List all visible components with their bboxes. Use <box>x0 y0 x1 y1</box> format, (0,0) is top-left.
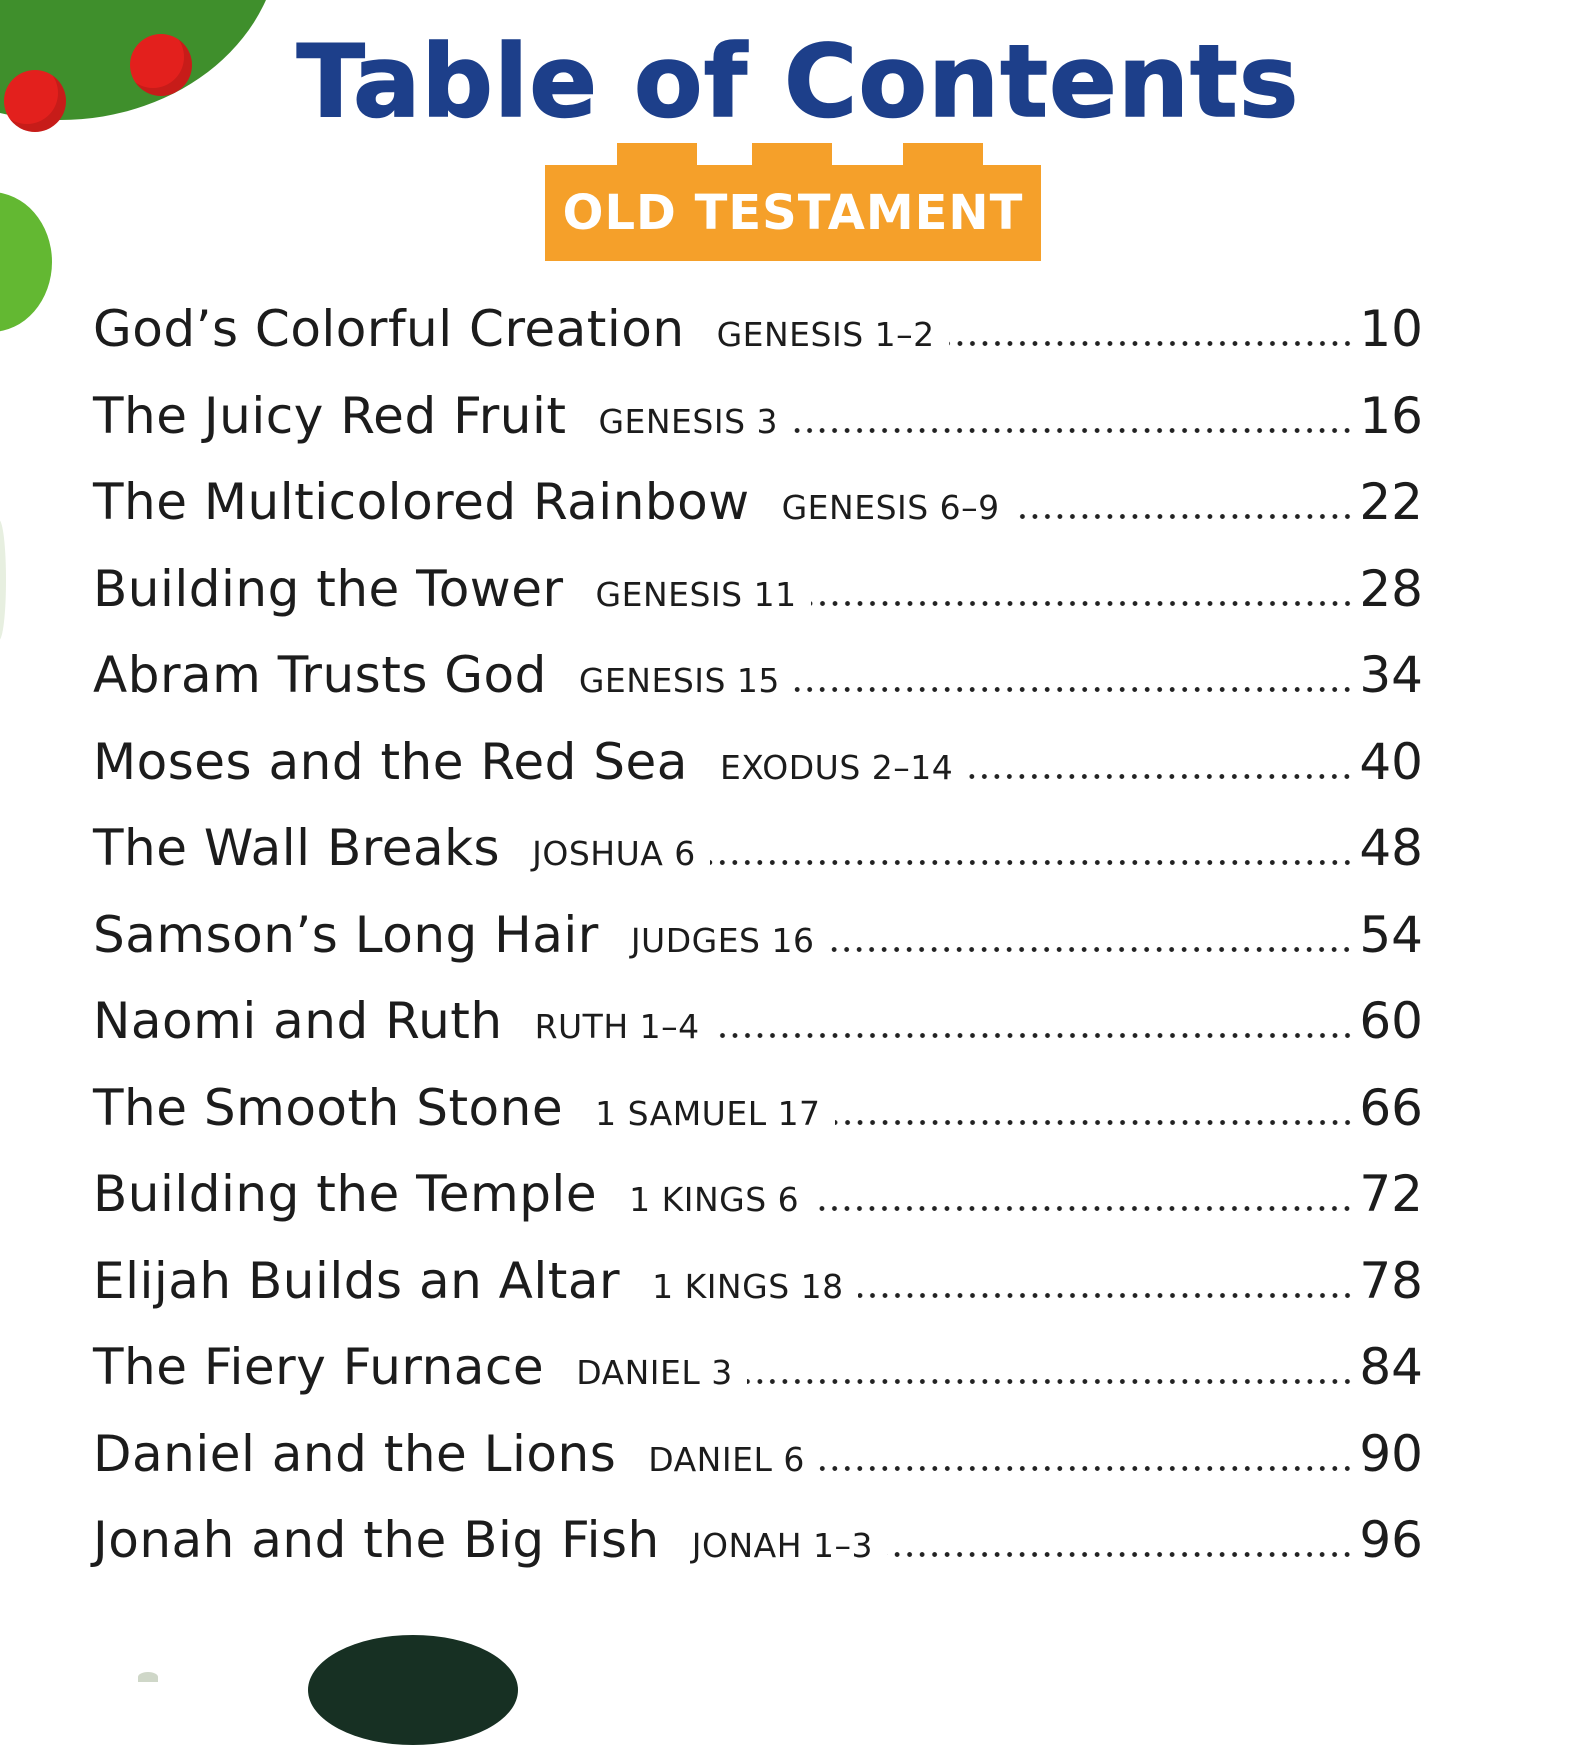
story-title: Jonah and the Big Fish <box>93 1511 660 1569</box>
story-title: Elijah Builds an Altar <box>93 1251 621 1310</box>
section-banner <box>545 143 1041 261</box>
story-title: The Fiery Furnace <box>93 1338 545 1396</box>
scripture-reference: 1 KINGS 6 <box>629 1180 800 1219</box>
toc-entry[interactable] <box>93 646 1423 733</box>
section-label: OLD TESTAMENT <box>562 185 1024 241</box>
green-bush-illustration <box>0 192 52 332</box>
page-number: 54 <box>1359 905 1423 964</box>
story-title: Building the Temple <box>93 1165 598 1223</box>
toc-entry[interactable] <box>93 1252 1423 1339</box>
toc-entry[interactable] <box>93 473 1423 560</box>
dot-leader <box>835 1120 1354 1125</box>
scripture-reference: JUDGES 16 <box>630 920 815 960</box>
page-number: 40 <box>1359 732 1423 791</box>
dot-leader <box>858 1293 1354 1298</box>
toc-entry[interactable] <box>93 1425 1423 1512</box>
toc-entry[interactable] <box>93 300 1423 387</box>
page-number: 28 <box>1359 559 1423 618</box>
story-title: Building the Tower <box>93 559 564 618</box>
sprout-illustration <box>138 1672 158 1682</box>
page-number: 34 <box>1359 646 1423 704</box>
dot-leader <box>828 947 1353 952</box>
scripture-reference: EXODUS 2–14 <box>719 747 954 787</box>
scripture-reference: GENESIS 6–9 <box>781 488 1000 527</box>
page-title: Table of Contents <box>296 23 1300 140</box>
scripture-reference: GENESIS 15 <box>578 661 780 700</box>
story-title: The Juicy Red Fruit <box>93 386 567 445</box>
page-number: 72 <box>1359 1165 1423 1223</box>
banner-body <box>545 165 1041 261</box>
scripture-reference: GENESIS 1–2 <box>716 315 935 354</box>
scripture-reference: GENESIS 11 <box>595 574 797 614</box>
dot-leader <box>792 428 1353 433</box>
scripture-reference: JONAH 1–3 <box>691 1526 874 1565</box>
story-title: Naomi and Ruth <box>93 992 503 1050</box>
dot-leader <box>813 1206 1353 1211</box>
page-number: 10 <box>1359 300 1423 358</box>
scripture-reference: DANIEL 3 <box>576 1353 733 1392</box>
dot-leader <box>747 1379 1354 1384</box>
toc-entry[interactable] <box>93 387 1423 474</box>
dot-leader <box>887 1552 1353 1557</box>
page-number: 96 <box>1359 1511 1423 1569</box>
page-edge-shading <box>0 520 6 640</box>
page-number: 16 <box>1359 386 1423 445</box>
toc-entry[interactable] <box>93 819 1423 906</box>
toc-entry[interactable] <box>93 1511 1423 1598</box>
dot-leader <box>811 601 1354 606</box>
toc-entry[interactable] <box>93 992 1423 1079</box>
toc-entry[interactable] <box>93 560 1423 647</box>
page-number: 48 <box>1359 819 1423 877</box>
story-title: The Wall Breaks <box>93 819 501 877</box>
story-title: Daniel and the Lions <box>93 1424 617 1483</box>
story-title: Samson’s Long Hair <box>93 905 599 964</box>
scripture-reference: 1 KINGS 18 <box>652 1266 844 1306</box>
scripture-reference: JOSHUA 6 <box>532 834 696 873</box>
dark-foliage-illustration <box>308 1635 518 1745</box>
page-number: 90 <box>1359 1424 1423 1483</box>
dot-leader <box>710 860 1354 865</box>
page-number: 78 <box>1359 1251 1423 1310</box>
story-title: Moses and the Red Sea <box>93 732 688 791</box>
dot-leader <box>714 1033 1354 1038</box>
toc-entry[interactable] <box>93 1165 1423 1252</box>
page-number: 84 <box>1359 1338 1423 1396</box>
toc-entry[interactable] <box>93 733 1423 820</box>
dot-leader <box>1014 514 1354 519</box>
page-number: 60 <box>1359 992 1423 1050</box>
scripture-reference: DANIEL 6 <box>648 1439 805 1479</box>
story-title: The Multicolored Rainbow <box>93 473 750 531</box>
toc-entry[interactable] <box>93 906 1423 993</box>
contents-list <box>93 300 1423 1598</box>
scripture-reference: RUTH 1–4 <box>534 1007 700 1046</box>
dot-leader <box>949 341 1354 346</box>
page-number: 22 <box>1359 473 1423 531</box>
scripture-reference: 1 SAMUEL 17 <box>595 1093 821 1133</box>
dot-leader <box>794 687 1353 692</box>
dot-leader <box>819 1466 1354 1471</box>
scripture-reference: GENESIS 3 <box>598 401 779 441</box>
story-title: The Smooth Stone <box>93 1078 564 1137</box>
story-title: God’s Colorful Creation <box>93 300 685 358</box>
toc-entry[interactable] <box>93 1079 1423 1166</box>
toc-entry[interactable] <box>93 1338 1423 1425</box>
dot-leader <box>967 774 1353 779</box>
page-number: 66 <box>1359 1078 1423 1137</box>
story-title: Abram Trusts God <box>93 646 547 704</box>
